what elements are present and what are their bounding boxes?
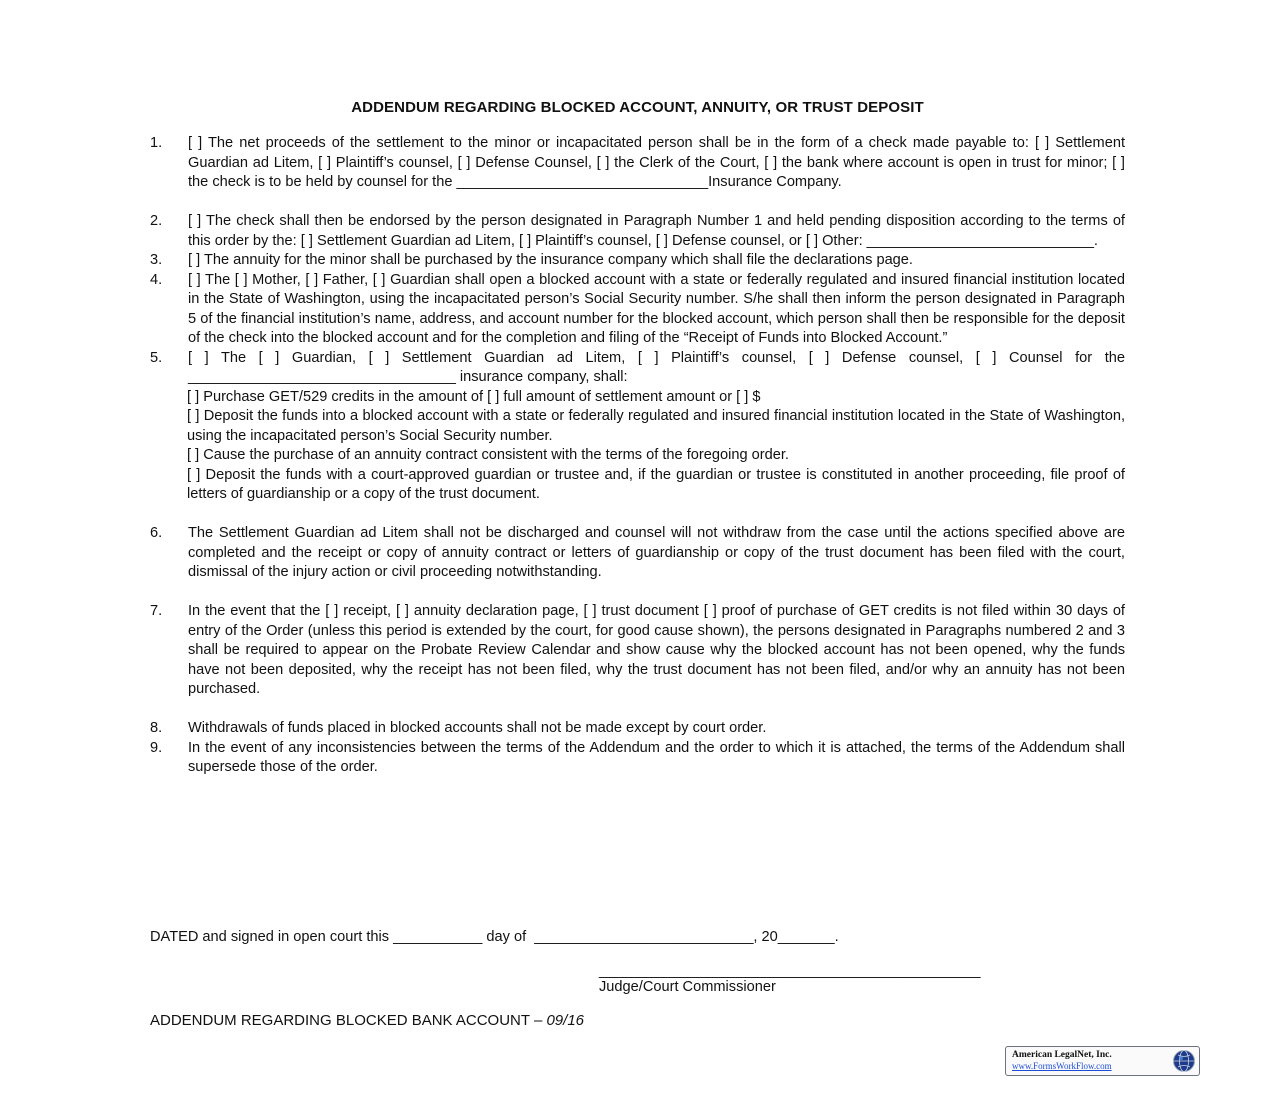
logo-url-link[interactable]: www.FormsWorkFlow.com: [1012, 1061, 1112, 1071]
list-item-4: [150, 271, 1125, 349]
sub-option-blocked-account: [ ] Deposit the funds into a blocked account with a state or federally regulated and insured financial institution located in the State of Washington, using the incapacitated person’s Social Security number.: [187, 408, 1125, 444]
item-text: [ ] The [ ] Mother, [ ] Father, [ ] Guardian shall open a blocked account with a state or federally regulated and insured financial institution located in the State of Washington, using the incapacitated person’s Social Security number. S/he shall then inform the person designated in Paragraph 5 of the financial institution’s name, address, and account number for the blocked account, which person shall then be responsible for the deposit of the check into the blocked account and for the completion and filing of the “Receipt of Funds into Blocked Account.”: [188, 271, 1125, 346]
item-text: In the event that the [ ] receipt, [ ] annuity declaration page, [ ] trust document [ ] proof of purchase of GET credits is not filed within 30 days of entry of the Order (unless this period is extended by the court, for good cause shown), the persons designated in Paragraphs numbered 2 and 3 shall be required to appear on the Probate Review Calendar and show cause why the blocked account has not been opened, why the funds have not been deposited, why the receipt has not been filed, why the trust document has not been filed, and/or why an annuity has not been purchased.: [188, 603, 1125, 697]
form-footer: [150, 1012, 584, 1029]
item-number: 6.: [150, 525, 163, 541]
item-text: [ ] The [ ] Guardian, [ ] Settlement Guardian ad Litem, [ ] Plaintiff’s counsel, [ ] Defense counsel, [ ] Counsel for the _________________________________ insurance company, shall:: [188, 349, 1125, 385]
footer-date: 09/16: [546, 1012, 585, 1029]
item-text: [ ] The net proceeds of the settlement to the minor or incapacitated person shall be in the form of a check made payable to: [ ] Settlement Guardian ad Litem, [ ] Plaintiff’s counsel, [ ] Defense Counsel, [ ] the Clerk of the Court, [ ] the bank where account is open in trust for minor; [ ] the check is to be held by counsel for the _______________________________Insurance Company.: [188, 135, 1125, 190]
item-number: 8.: [150, 720, 163, 736]
list-item-5: [150, 349, 1125, 388]
item-text: Withdrawals of funds placed in blocked accounts shall not be made except by court order.: [188, 720, 767, 736]
footer-text: ADDENDUM REGARDING BLOCKED BANK ACCOUNT –: [150, 1012, 547, 1029]
item-number: 5.: [150, 349, 163, 366]
dated-line: DATED and signed in open court this ___________ day of ___________________________, 20_______.: [150, 929, 839, 945]
item-number: 4.: [150, 271, 163, 288]
list-item-7: [150, 602, 1125, 700]
list-item-8: [150, 719, 1125, 739]
item-text: The Settlement Guardian ad Litem shall not be discharged and counsel will not withdraw from the case until the actions specified above are completed and the receipt or copy of annuity contract or letters of guardianship or copy of the trust document has been filed with the court, dismissal of the injury action or civil proceeding notwithstanding.: [188, 525, 1125, 580]
list-item-2: [150, 212, 1125, 251]
list-item-1: [150, 134, 1125, 193]
logo-company: American LegalNet, Inc.: [1012, 1050, 1112, 1060]
american-legalnet-logo[interactable]: [1005, 1046, 1200, 1076]
sub-option-get-credits: [ ] Purchase GET/529 credits in the amount of [ ] full amount of settlement amount or [ ] $: [187, 388, 761, 405]
item-text: [ ] The annuity for the minor shall be purchased by the insurance company which shall file the declarations page.: [188, 252, 913, 268]
numbered-list: [150, 134, 1125, 778]
item-number: 1.: [150, 135, 163, 151]
signature-title: Judge/Court Commissioner: [599, 979, 776, 995]
item-number: 3.: [150, 252, 163, 268]
item-number: 2.: [150, 213, 163, 229]
item-number: 9.: [150, 739, 163, 756]
item-number: 7.: [150, 603, 163, 619]
item-text: [ ] The check shall then be endorsed by the person designated in Paragraph Number 1 and held pending disposition according to the terms of this order by the: [ ] Settlement Guardian ad Litem, [ ] Plaintiff’s counsel, [ ] Defense counsel, or [ ] Other: ____________________________.: [188, 213, 1125, 249]
sub-option-annuity: [ ] Cause the purchase of an annuity contract consistent with the terms of the foregoing order.: [187, 447, 789, 463]
sub-option-guardian-trustee: [ ] Deposit the funds with a court-approved guardian or trustee and, if the guardian or trustee is constituted in another proceeding, file proof of letters of guardianship or a copy of the trust document.: [187, 466, 1125, 502]
list-item-3: [150, 251, 1125, 271]
document-title: ADDENDUM REGARDING BLOCKED ACCOUNT, ANNUITY, OR TRUST DEPOSIT: [351, 99, 924, 116]
signature-line: _______________________________________________: [599, 963, 981, 979]
list-item-6: [150, 524, 1125, 583]
list-item-9: [150, 739, 1125, 778]
item-text: In the event of any inconsistencies between the terms of the Addendum and the order to which it is attached, the terms of the Addendum shall supersede those of the order.: [188, 739, 1125, 775]
globe-icon: [1172, 1049, 1196, 1073]
